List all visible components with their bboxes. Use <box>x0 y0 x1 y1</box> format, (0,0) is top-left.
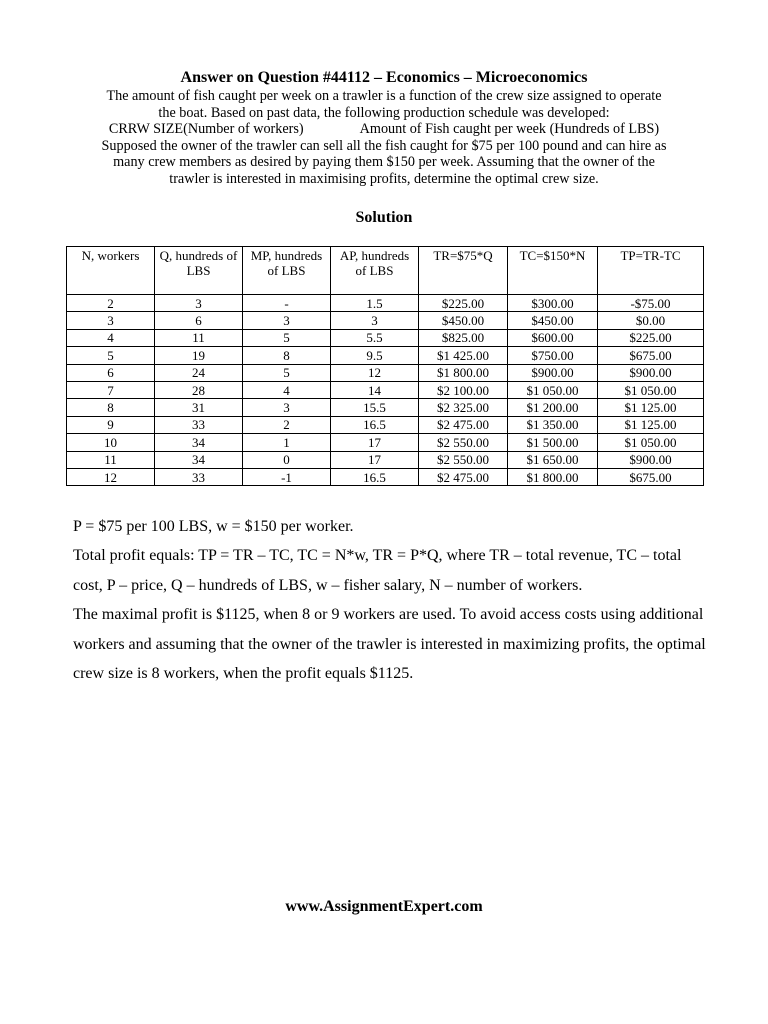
schedule-header-left: CRRW SIZE(Number of workers) <box>108 121 304 138</box>
table-cell: $2 325.00 <box>419 399 508 416</box>
table-cell: $1 650.00 <box>508 451 598 468</box>
table-cell: $225.00 <box>598 329 704 346</box>
table-cell: 10 <box>67 434 155 451</box>
question-text <box>66 88 702 188</box>
table-cell: 2 <box>67 295 155 312</box>
table-cell: 14 <box>331 381 419 398</box>
table-cell: $1 125.00 <box>598 416 704 433</box>
table-row <box>67 416 704 433</box>
question-line: trawler is interested in maximising profits, determine the optimal crew size. <box>169 170 599 187</box>
table-cell: 9 <box>67 416 155 433</box>
table-cell: 0 <box>243 451 331 468</box>
table-cell: $2 475.00 <box>419 468 508 485</box>
question-line: Supposed the owner of the trawler can sell all the fish caught for $75 per 100 pound and can hire as <box>101 137 667 154</box>
table-cell: $450.00 <box>419 312 508 329</box>
table-cell: 33 <box>155 468 243 485</box>
table-row <box>67 381 704 398</box>
table-cell: 33 <box>155 416 243 433</box>
table-cell: 15.5 <box>331 399 419 416</box>
table-cell: 4 <box>67 329 155 346</box>
table-body <box>67 295 704 486</box>
header-cell: AP, hundreds of LBS <box>331 247 419 295</box>
intro-line: The amount of fish caught per week on a trawler is a function of the crew size assigned to operate <box>106 88 662 104</box>
table-cell: 1 <box>243 434 331 451</box>
table-cell: 28 <box>155 381 243 398</box>
table-cell: 12 <box>67 468 155 485</box>
table-cell: 16.5 <box>331 416 419 433</box>
table-cell: 6 <box>67 364 155 381</box>
table-cell: $750.00 <box>508 347 598 364</box>
table-header-row <box>67 247 704 295</box>
table-cell: 11 <box>155 329 243 346</box>
table-cell: 7 <box>67 381 155 398</box>
schedule-header-right: Amount of Fish caught per week (Hundreds of LBS) <box>359 121 660 138</box>
table-cell: 17 <box>331 434 419 451</box>
table-cell: $675.00 <box>598 347 704 364</box>
table-cell: $2 475.00 <box>419 416 508 433</box>
table-cell: 5 <box>243 364 331 381</box>
note-paragraph: The maximal profit is $1125, when 8 or 9 workers are used. To avoid access costs using additional workers and assuming that the owner of the trawler is interested in maximizing profits, the optimal crew size is 8 workers, when the profit equals $1125. <box>73 606 706 683</box>
table-cell: 3 <box>243 399 331 416</box>
table-row <box>67 364 704 381</box>
table-cell: 11 <box>67 451 155 468</box>
table-cell: 34 <box>155 451 243 468</box>
note-paragraph: P = $75 per 100 LBS, w = $150 per worker. <box>73 518 354 535</box>
solution-heading: Solution <box>355 209 413 226</box>
table-row <box>67 312 704 329</box>
table-cell: $2 550.00 <box>419 451 508 468</box>
table-cell: $0.00 <box>598 312 704 329</box>
question-line: many crew members as desired by paying them $150 per week. Assuming that the owner of the <box>113 154 655 171</box>
table-cell: $450.00 <box>508 312 598 329</box>
table-cell: $1 800.00 <box>419 364 508 381</box>
schedule-header <box>66 121 702 138</box>
table-cell: 8 <box>243 347 331 364</box>
solution-notes <box>73 512 713 688</box>
table-cell: $600.00 <box>508 329 598 346</box>
table-cell: 2 <box>243 416 331 433</box>
note-paragraph: Total profit equals: TP = TR – TC, TC = N*w, TR = P*Q, where TR – total revenue, TC – total cost, P – price, Q – hundreds of LBS, w – fisher salary, N – number of workers. <box>73 547 682 594</box>
table-cell: $900.00 <box>598 451 704 468</box>
table-cell: 8 <box>67 399 155 416</box>
table-cell: 5 <box>243 329 331 346</box>
header-cell: MP, hundreds of LBS <box>243 247 331 295</box>
document-title: Answer on Question #44112 – Economics – Microeconomics <box>180 69 588 86</box>
table-cell: 34 <box>155 434 243 451</box>
table-cell: $1 350.00 <box>508 416 598 433</box>
table-cell: 4 <box>243 381 331 398</box>
table-cell: $1 200.00 <box>508 399 598 416</box>
table-cell: 3 <box>67 312 155 329</box>
table-cell: $1 050.00 <box>598 434 704 451</box>
table-row <box>67 347 704 364</box>
table-cell: 5.5 <box>331 329 419 346</box>
table-cell: 5 <box>67 347 155 364</box>
table-cell: $1 125.00 <box>598 399 704 416</box>
table-cell: - <box>243 295 331 312</box>
table-cell: $2 550.00 <box>419 434 508 451</box>
table-cell: 19 <box>155 347 243 364</box>
table-cell: $825.00 <box>419 329 508 346</box>
table-cell: $2 100.00 <box>419 381 508 398</box>
table-cell: 24 <box>155 364 243 381</box>
header-cell: TP=TR-TC <box>598 247 704 295</box>
table-cell: 3 <box>331 312 419 329</box>
table-cell: $1 425.00 <box>419 347 508 364</box>
table-cell: 3 <box>155 295 243 312</box>
table-cell: $900.00 <box>508 364 598 381</box>
table-cell: $1 050.00 <box>598 381 704 398</box>
table-cell: $900.00 <box>598 364 704 381</box>
table-cell: 16.5 <box>331 468 419 485</box>
header-cell: TR=$75*Q <box>419 247 508 295</box>
table-row <box>67 468 704 485</box>
table-cell: $1 800.00 <box>508 468 598 485</box>
table-cell: 17 <box>331 451 419 468</box>
footer-website: www.AssignmentExpert.com <box>285 898 483 915</box>
table-cell: -1 <box>243 468 331 485</box>
table-cell: $300.00 <box>508 295 598 312</box>
table-cell: $225.00 <box>419 295 508 312</box>
table-cell: -$75.00 <box>598 295 704 312</box>
table-cell: 9.5 <box>331 347 419 364</box>
header-cell: Q, hundreds of LBS <box>155 247 243 295</box>
table-cell: $1 050.00 <box>508 381 598 398</box>
table-cell: $1 500.00 <box>508 434 598 451</box>
intro-line: the boat. Based on past data, the following production schedule was developed: <box>158 104 610 121</box>
table-row <box>67 295 704 312</box>
table-cell: 31 <box>155 399 243 416</box>
table-row <box>67 329 704 346</box>
table-cell: 12 <box>331 364 419 381</box>
table-row <box>67 399 704 416</box>
production-table <box>66 246 704 486</box>
table-cell: 1.5 <box>331 295 419 312</box>
table-row <box>67 451 704 468</box>
table-cell: 3 <box>243 312 331 329</box>
table-row <box>67 434 704 451</box>
table-cell: $675.00 <box>598 468 704 485</box>
table-cell: 6 <box>155 312 243 329</box>
header-cell: N, workers <box>67 247 155 295</box>
header-cell: TC=$150*N <box>508 247 598 295</box>
